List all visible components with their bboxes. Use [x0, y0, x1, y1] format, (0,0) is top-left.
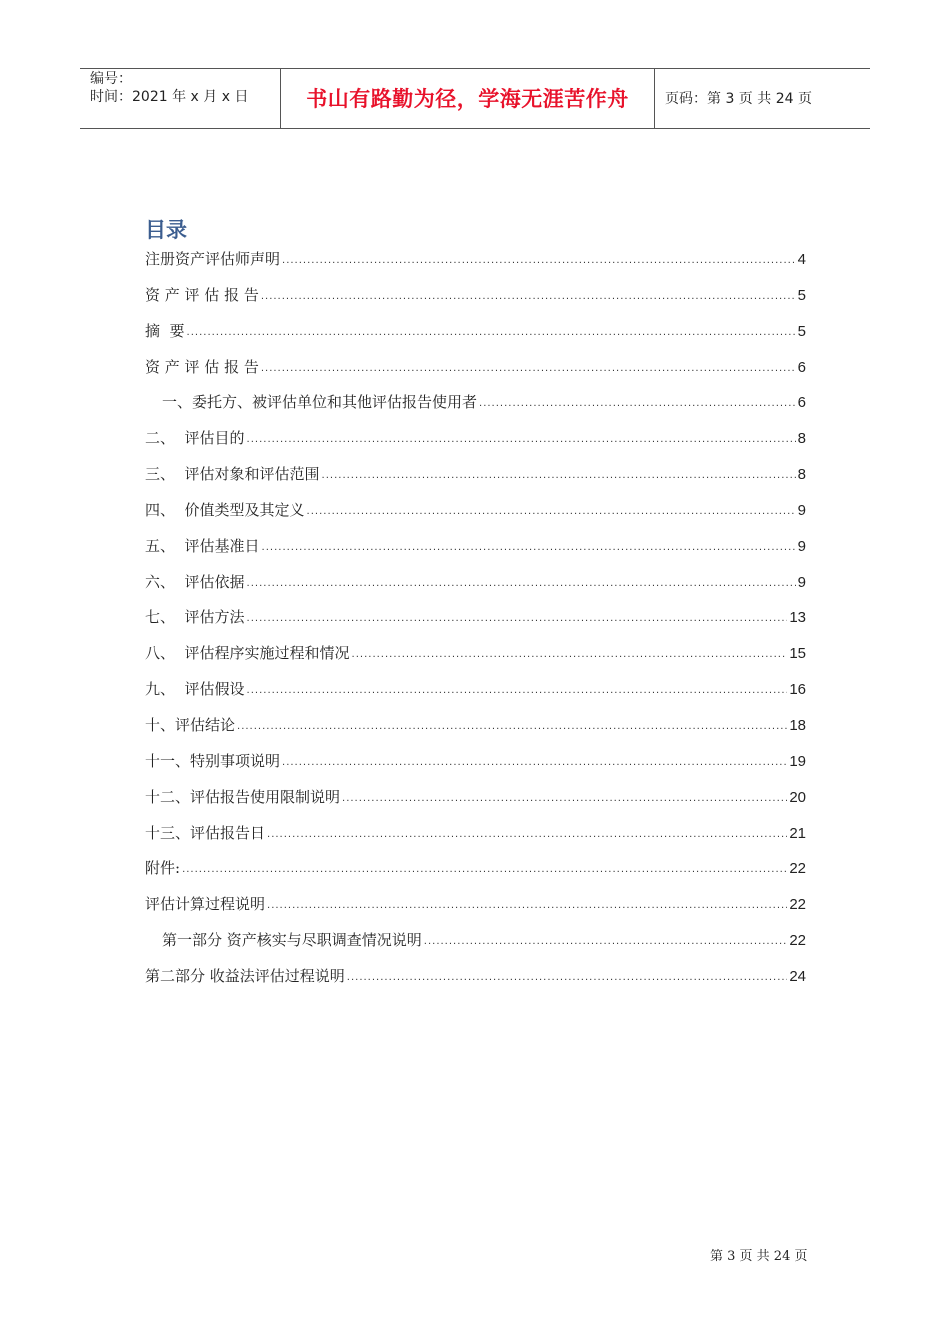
toc-entry-label: 四、 价值类型及其定义 [145, 500, 305, 519]
toc-leader-dots [322, 471, 796, 481]
toc-entry-label: 三、 评估对象和评估范围 [145, 465, 320, 484]
toc-entry[interactable] [145, 350, 806, 386]
toc-leader-dots [342, 794, 787, 804]
toc-entry[interactable] [145, 529, 806, 565]
toc-entry-page: 15 [789, 645, 806, 663]
footer-page-number: 第 3 页 共 24 页 [710, 1249, 808, 1264]
header-motto-cell [281, 69, 655, 128]
toc-entry-page: 6 [797, 358, 806, 376]
toc-entry-label: 十一、特别事项说明 [145, 751, 281, 770]
toc-entry[interactable] [145, 780, 806, 816]
toc-leader-dots [282, 758, 787, 768]
toc-entry-page: 9 [797, 573, 806, 591]
toc-entry-label: 资 产 评 估 报 告 [145, 285, 259, 304]
toc-entry[interactable] [145, 421, 806, 457]
toc-entry-page: 22 [789, 932, 806, 950]
toc-entry[interactable] [145, 923, 806, 959]
toc-entry-label: 五、 评估基准日 [145, 536, 260, 555]
toc-leader-dots [267, 901, 787, 911]
toc-leader-dots [261, 364, 796, 374]
toc-entry-page: 9 [797, 501, 806, 519]
toc-entry-page: 13 [789, 609, 806, 627]
toc-entry-page: 16 [789, 681, 806, 699]
toc-entry-label: 十三、评估报告日 [145, 823, 266, 842]
toc-entry[interactable] [145, 708, 806, 744]
toc-entry[interactable] [145, 278, 806, 314]
header-page-cell [655, 69, 870, 128]
toc-entry-label: 十、评估结论 [145, 715, 236, 734]
toc-entry[interactable] [145, 744, 806, 780]
toc-leader-dots [267, 830, 787, 840]
toc-leader-dots [352, 650, 788, 660]
toc-entry[interactable] [145, 242, 806, 278]
toc-entry-label: 八、 评估程序实施过程和情况 [145, 644, 350, 663]
toc-entry-page: 9 [797, 537, 806, 555]
toc-entry-label: 一、委托方、被评估单位和其他评估报告使用者 [162, 393, 478, 412]
toc-leader-dots [237, 722, 787, 732]
toc-leader-dots [247, 686, 788, 696]
toc-entry[interactable] [145, 493, 806, 529]
toc-leader-dots [307, 507, 796, 517]
toc-entry-label: 第二部分 收益法评估过程说明 [145, 966, 345, 985]
toc-leader-dots [247, 614, 788, 624]
page-header [80, 68, 870, 129]
toc-leader-dots [187, 328, 796, 338]
toc-leader-dots [247, 579, 796, 589]
header-serial: 编号： [90, 71, 132, 87]
toc-entry-page: 22 [789, 860, 806, 878]
toc-entry[interactable] [145, 457, 806, 493]
toc-leader-dots [424, 937, 788, 947]
toc-leader-dots [262, 543, 796, 553]
toc-entry-page: 5 [797, 286, 806, 304]
toc-entry-label: 十二、评估报告使用限制说明 [145, 787, 341, 806]
toc-entry-page: 24 [789, 967, 806, 985]
toc-entry-page: 22 [789, 896, 806, 914]
toc-entry[interactable] [145, 565, 806, 601]
toc-entry-label: 第一部分 资产核实与尽职调查情况说明 [162, 931, 422, 950]
toc-leader-dots [247, 435, 796, 445]
toc-entry[interactable] [145, 385, 806, 421]
toc-entry-page: 8 [797, 466, 806, 484]
toc-entry[interactable] [145, 887, 806, 923]
toc-entry[interactable] [145, 959, 806, 995]
header-info-cell [80, 69, 281, 128]
toc-entry[interactable] [145, 816, 806, 852]
toc-entry-page: 19 [789, 752, 806, 770]
toc-entry-page: 5 [797, 322, 806, 340]
toc-entry-label: 资 产 评 估 报 告 [145, 357, 259, 376]
header-date: 时间：2021 年 x 月 x 日 [90, 89, 249, 105]
toc-entry[interactable] [145, 314, 806, 350]
toc-leader-dots [182, 865, 787, 875]
toc-title: 目录 [145, 218, 187, 242]
toc-entry[interactable] [145, 672, 806, 708]
toc-entry-page: 18 [789, 716, 806, 734]
toc-entry-label: 七、 评估方法 [145, 608, 245, 627]
toc-entry-label: 附件: [145, 859, 181, 878]
toc-entry-label: 二、 评估目的 [145, 429, 245, 448]
toc-leader-dots [261, 292, 796, 302]
toc-entry-label: 注册资产评估师声明 [145, 250, 281, 268]
toc-entry-page: 21 [789, 824, 806, 842]
table-of-contents [145, 242, 806, 995]
toc-entry[interactable] [145, 600, 806, 636]
toc-entry-label: 评估计算过程说明 [145, 895, 266, 914]
toc-entry-page: 20 [789, 788, 806, 806]
header-page-number: 页码：第 3 页 共 24 页 [665, 91, 812, 107]
toc-entry-label: 六、 评估依据 [145, 572, 245, 591]
header-motto: 书山有路勤为径，学海无涯苦作舟 [306, 87, 629, 111]
toc-entry-page: 8 [797, 430, 806, 448]
toc-entry[interactable] [145, 636, 806, 672]
toc-leader-dots [479, 399, 796, 409]
toc-entry-label: 摘 要 [145, 321, 185, 340]
toc-entry-page: 4 [797, 251, 806, 268]
toc-leader-dots [282, 256, 796, 266]
toc-entry-label: 九、 评估假设 [145, 680, 245, 699]
toc-leader-dots [347, 973, 788, 983]
toc-entry-page: 6 [797, 394, 806, 412]
toc-entry[interactable] [145, 851, 806, 887]
